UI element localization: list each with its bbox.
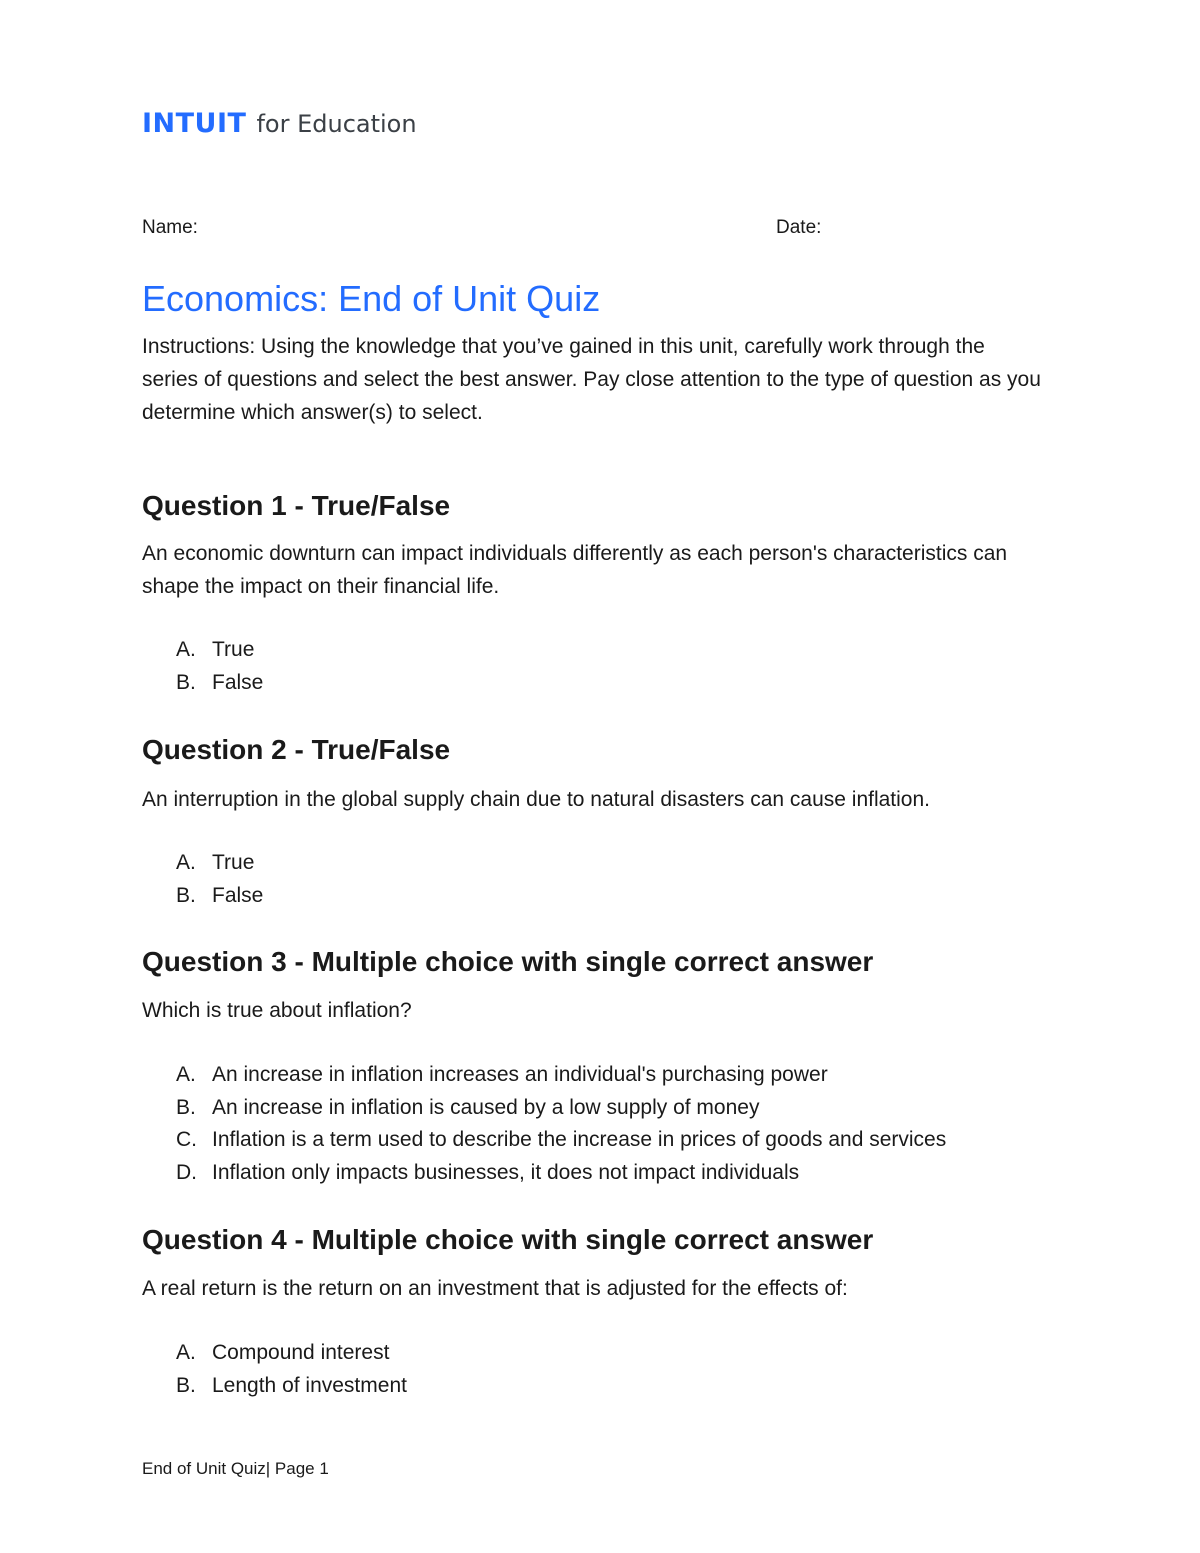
question-3-text: Which is true about inflation?: [142, 999, 412, 1022]
question-2-heading: Question 2 - True/False: [142, 734, 451, 765]
question-4-heading: Question 4 - Multiple choice with single correct answer: [142, 1224, 874, 1255]
list-item: B. False: [176, 670, 264, 694]
list-item: A. An increase in inflation increases an individual's purchasing power: [176, 1063, 828, 1086]
question-4-options: [176, 1337, 407, 1402]
list-item: C. Inflation is a term used to describe the increase in prices of goods and services: [176, 1128, 947, 1151]
question-2-text: An interruption in the global supply chain due to natural disasters can cause inflation.: [142, 788, 930, 811]
page-footer: End of Unit Quiz| Page 1: [142, 1459, 329, 1478]
question-3-heading: Question 3 - Multiple choice with single correct answer: [142, 946, 874, 977]
name-label: Name:: [142, 217, 198, 238]
instructions-text: Instructions: Using the knowledge that you’ve gained in this unit, carefully work through the series of questions and select the best answer. Pay close attention to the type of question as you determine which answer(s) to select.: [142, 335, 1041, 424]
name-date-row: [142, 217, 1062, 239]
question-4-text: A real return is the return on an investment that is adjusted for the effects of:: [142, 1277, 848, 1300]
question-1-options: [176, 634, 263, 699]
list-item: B. An increase in inflation is caused by a low supply of money: [176, 1095, 760, 1119]
date-label: Date:: [776, 217, 822, 238]
list-item: B. Length of investment: [176, 1373, 407, 1397]
intuit-education-logo: [142, 108, 417, 139]
logo-brand: INTUIT: [142, 108, 247, 139]
list-item: A. True: [176, 638, 255, 661]
document-page: [142, 0, 1062, 1553]
question-2-options: [176, 847, 263, 912]
question-1-text: An economic downturn can impact individuals differently as each person's characteristics can shape the impact on their financial life.: [142, 542, 1008, 598]
list-item: A. True: [176, 851, 255, 874]
list-item: D. Inflation only impacts businesses, it does not impact individuals: [176, 1160, 800, 1184]
list-item: B. False: [176, 883, 264, 907]
question-1-heading: Question 1 - True/False: [142, 490, 451, 521]
logo-subtitle: for Education: [256, 110, 417, 138]
question-3-options: [176, 1059, 946, 1189]
list-item: A. Compound interest: [176, 1341, 390, 1364]
page-title: Economics: End of Unit Quiz: [142, 278, 601, 319]
